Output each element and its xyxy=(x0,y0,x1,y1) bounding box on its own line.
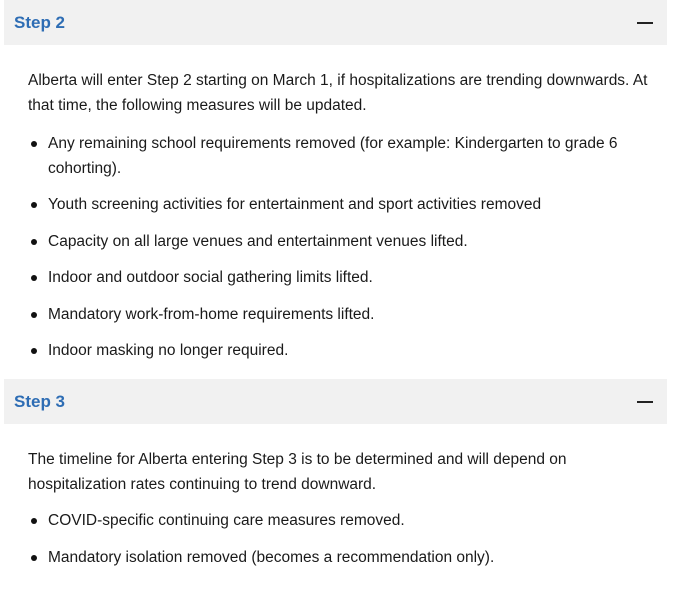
list-item-text: Mandatory work-from-home requirements lifted. xyxy=(48,305,375,323)
bullet-icon xyxy=(31,518,37,524)
bullet-icon xyxy=(31,348,37,354)
bullet-icon xyxy=(31,312,37,318)
list-item xyxy=(28,132,667,181)
list-item-text: Indoor and outdoor social gathering limits lifted. xyxy=(48,269,373,286)
section-intro: Alberta will enter Step 2 starting on March 1, if hospitalizations are trending downwards. At that time, the following measures will be updated. xyxy=(28,72,648,114)
bullet-icon xyxy=(31,239,37,245)
list-item xyxy=(28,266,667,291)
bullet-icon xyxy=(31,141,37,147)
list-item-text: Mandatory isolation removed (becomes a recommendation only). xyxy=(48,548,495,566)
accordion-title: Step 3 xyxy=(14,391,66,411)
accordion-step-2 xyxy=(4,0,667,376)
list-item-text: COVID-specific continuing care measures removed. xyxy=(48,512,405,529)
list-item-text: Capacity on all large venues and entertainment venues lifted. xyxy=(48,232,468,250)
list-item xyxy=(28,509,667,534)
section-intro: The timeline for Alberta entering Step 3 is to be determined and will depend on hospitalization rates continuing to trend downward. xyxy=(28,451,567,493)
accordion-body xyxy=(4,424,667,570)
list-item xyxy=(28,230,667,255)
bullet-list xyxy=(28,509,667,570)
bullet-icon xyxy=(31,555,37,561)
accordion-step-3 xyxy=(4,379,667,582)
list-item-text: Youth screening activities for entertainment and sport activities removed xyxy=(48,196,542,213)
accordion-header-step-2[interactable] xyxy=(4,0,667,45)
list-item-text: Any remaining school requirements removed (for example: Kindergarten to grade 6 cohorting). xyxy=(48,135,618,177)
accordion-title: Step 2 xyxy=(14,12,66,32)
bullet-icon xyxy=(31,275,37,281)
list-item xyxy=(28,303,667,328)
list-item xyxy=(28,339,667,364)
accordion-body xyxy=(4,45,667,364)
minus-icon[interactable] xyxy=(637,22,653,24)
bullet-icon xyxy=(31,202,37,208)
bullet-list xyxy=(28,132,667,364)
minus-icon[interactable] xyxy=(637,401,653,403)
list-item xyxy=(28,193,667,218)
accordion-header-step-3[interactable] xyxy=(4,379,667,424)
list-item-text: Indoor masking no longer required. xyxy=(48,342,289,359)
list-item xyxy=(28,546,667,571)
